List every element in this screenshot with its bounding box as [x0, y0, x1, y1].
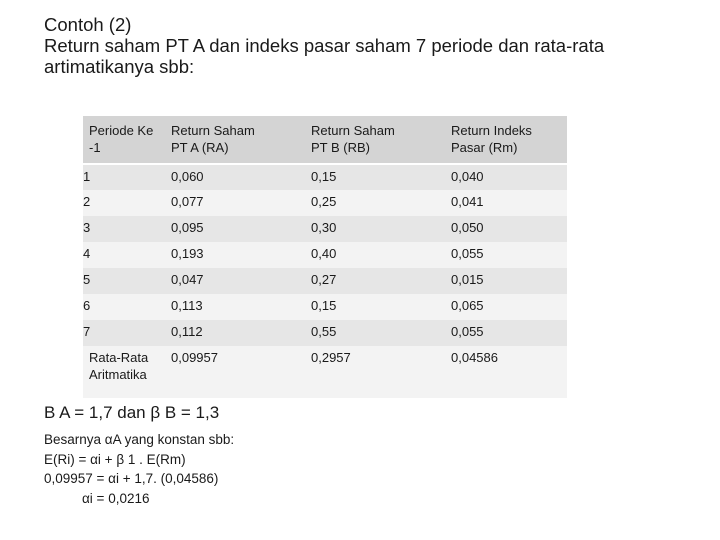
cell-periode: 5	[83, 272, 91, 287]
cell-periode: 6	[83, 298, 91, 313]
cell-return-market: 0,015	[451, 272, 484, 287]
cell-average-return-market: 0,04586	[451, 350, 498, 365]
header-return-b-line2: PT B (RB)	[311, 140, 370, 155]
cell-return-a: 0,077	[171, 194, 204, 209]
slide-title	[44, 14, 684, 77]
cell-periode: 2	[83, 194, 91, 209]
header-return-market	[451, 116, 567, 164]
header-periode-line2: -1	[89, 140, 101, 155]
header-return-b-line1: Return Saham	[311, 123, 395, 138]
cell-periode: 1	[83, 169, 91, 184]
cell-return-a: 0,060	[171, 169, 204, 184]
header-periode	[83, 116, 171, 164]
calc-line-2: E(Ri) = αi + β 1 . E(Rm)	[44, 451, 186, 467]
title-line-2: Return saham PT A dan indeks pasar saham 7 periode dan rata-rata	[44, 35, 605, 56]
header-return-a-line1: Return Saham	[171, 123, 255, 138]
cell-return-b: 0,30	[311, 220, 337, 235]
cell-average-return-a: 0,09957	[171, 350, 218, 365]
table-row	[83, 164, 567, 190]
average-label-line1: Rata-Rata	[89, 350, 149, 365]
cell-return-b: 0,40	[311, 246, 337, 261]
cell-return-market: 0,055	[451, 246, 484, 261]
table-row	[83, 320, 567, 346]
table-row	[83, 216, 567, 242]
average-row	[83, 346, 567, 398]
cell-return-a: 0,113	[171, 298, 203, 313]
cell-return-a: 0,193	[171, 246, 204, 261]
cell-return-market: 0,040	[451, 169, 484, 184]
calc-line-4: αi = 0,0216	[82, 490, 150, 506]
cell-return-b: 0,55	[311, 324, 337, 339]
returns-table	[83, 116, 567, 398]
alpha-calculation	[44, 430, 234, 508]
cell-return-market: 0,065	[451, 298, 484, 313]
cell-return-market: 0,041	[451, 194, 484, 209]
average-label-line2: Aritmatika	[89, 367, 147, 382]
cell-return-market: 0,050	[451, 220, 484, 235]
table-header-row	[83, 116, 567, 164]
header-return-a-line2: PT A (RA)	[171, 140, 229, 155]
cell-return-b: 0,15	[311, 298, 337, 313]
header-return-a	[171, 116, 311, 164]
header-return-b	[311, 116, 451, 164]
cell-return-b: 0,15	[311, 169, 337, 184]
cell-return-market: 0,055	[451, 324, 484, 339]
cell-return-a: 0,047	[171, 272, 204, 287]
header-periode-line1: Periode Ke	[89, 123, 154, 138]
cell-average-return-b: 0,2957	[311, 350, 351, 365]
cell-periode: 4	[83, 246, 91, 261]
cell-return-a: 0,112	[171, 324, 203, 339]
beta-values: B A = 1,7 dan β B = 1,3	[44, 403, 220, 422]
cell-average-label	[83, 346, 171, 398]
calc-line-3: 0,09957 = αi + 1,7. (0,04586)	[44, 471, 219, 486]
cell-return-b: 0,25	[311, 194, 337, 209]
table-row	[83, 268, 567, 294]
calc-line-1: Besarnya αA yang konstan sbb:	[44, 432, 235, 447]
cell-return-b: 0,27	[311, 272, 337, 287]
title-line-3: artimatikanya sbb:	[44, 56, 195, 77]
header-return-market-line2: Pasar (Rm)	[451, 140, 518, 155]
cell-return-a: 0,095	[171, 220, 204, 235]
cell-periode: 7	[83, 324, 91, 339]
table-row	[83, 294, 567, 320]
cell-periode: 3	[83, 220, 91, 235]
table-row	[83, 190, 567, 216]
header-return-market-line1: Return Indeks	[451, 123, 532, 138]
title-line-1: Contoh (2)	[44, 14, 132, 35]
table-row	[83, 242, 567, 268]
